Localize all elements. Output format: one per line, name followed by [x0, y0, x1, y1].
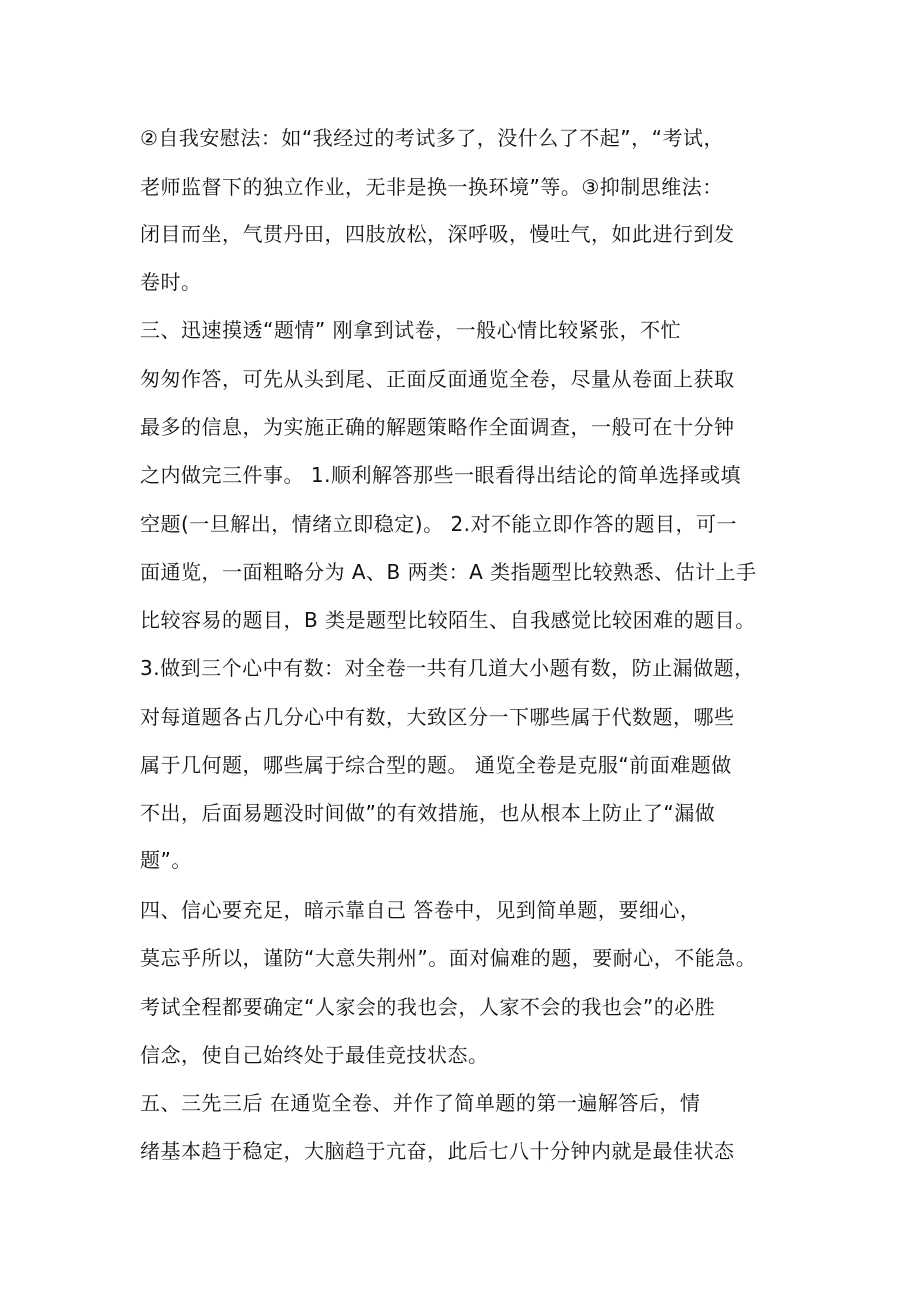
text-line: 卷时。 — [140, 270, 202, 294]
text-line: 最多的信息，为实施正确的解题策略作全面调查，一般可在十分钟 — [140, 415, 735, 439]
text-line: ②自我安慰法：如“我经过的考试多了，没什么了不起”，“考试， — [140, 126, 725, 150]
text-line: 四、信心要充足，暗示靠自己 答卷中，见到简单题，要细心， — [140, 898, 701, 922]
text-line: 属于几何题，哪些属于综合型的题。 通览全卷是克服“前面难题做 — [140, 753, 732, 777]
text-line: 题”。 — [140, 848, 192, 872]
text-line: 之内做完三件事。 1.顺利解答那些一眼看得出结论的简单选择或填 — [140, 463, 741, 487]
text-line: 绪基本趋于稳定，大脑趋于亢奋，此后七八十分钟内就是最佳状态 — [140, 1139, 735, 1163]
text-line: 老师监督下的独立作业，无非是换一换环境”等。③抑制思维法： — [140, 175, 723, 199]
text-line: 闭目而坐，气贯丹田，四肢放松，深呼吸，慢吐气，如此进行到发 — [140, 222, 735, 246]
text-line: 3.做到三个心中有数：对全卷一共有几道大小题有数，防止漏做题， — [140, 656, 755, 680]
text-line: 三、迅速摸透“题情” 刚拿到试卷，一般心情比较紧张，不忙 — [140, 318, 682, 342]
text-line: 不出，后面易题没时间做”的有效措施，也从根本上防止了“漏做 — [140, 801, 716, 825]
text-line: 对每道题各占几分心中有数，大致区分一下哪些属于代数题，哪些 — [140, 705, 735, 729]
text-line: 匆匆作答，可先从头到尾、正面反面通览全卷，尽量从卷面上获取 — [140, 367, 735, 391]
text-line: 比较容易的题目，B 类是题型比较陌生、自我感觉比较困难的题目。 — [140, 608, 756, 632]
text-line: 考试全程都要确定“人家会的我也会，人家不会的我也会”的必胜 — [140, 995, 716, 1019]
text-line: 信念，使自己始终处于最佳竞技状态。 — [140, 1043, 489, 1067]
text-line: 莫忘乎所以，谨防“大意失荆州”。面对偏难的题，要耐心，不能急。 — [140, 946, 757, 970]
text-line: 面通览，一面粗略分为 A、B 两类：A 类指题型比较熟悉、估计上手 — [140, 560, 757, 584]
text-line: 五、三先三后 在通览全卷、并作了简单题的第一遍解答后，情 — [140, 1091, 701, 1115]
text-line: 空题(一旦解出，情绪立即稳定)。 2.对不能立即作答的题目，可一 — [140, 512, 738, 536]
